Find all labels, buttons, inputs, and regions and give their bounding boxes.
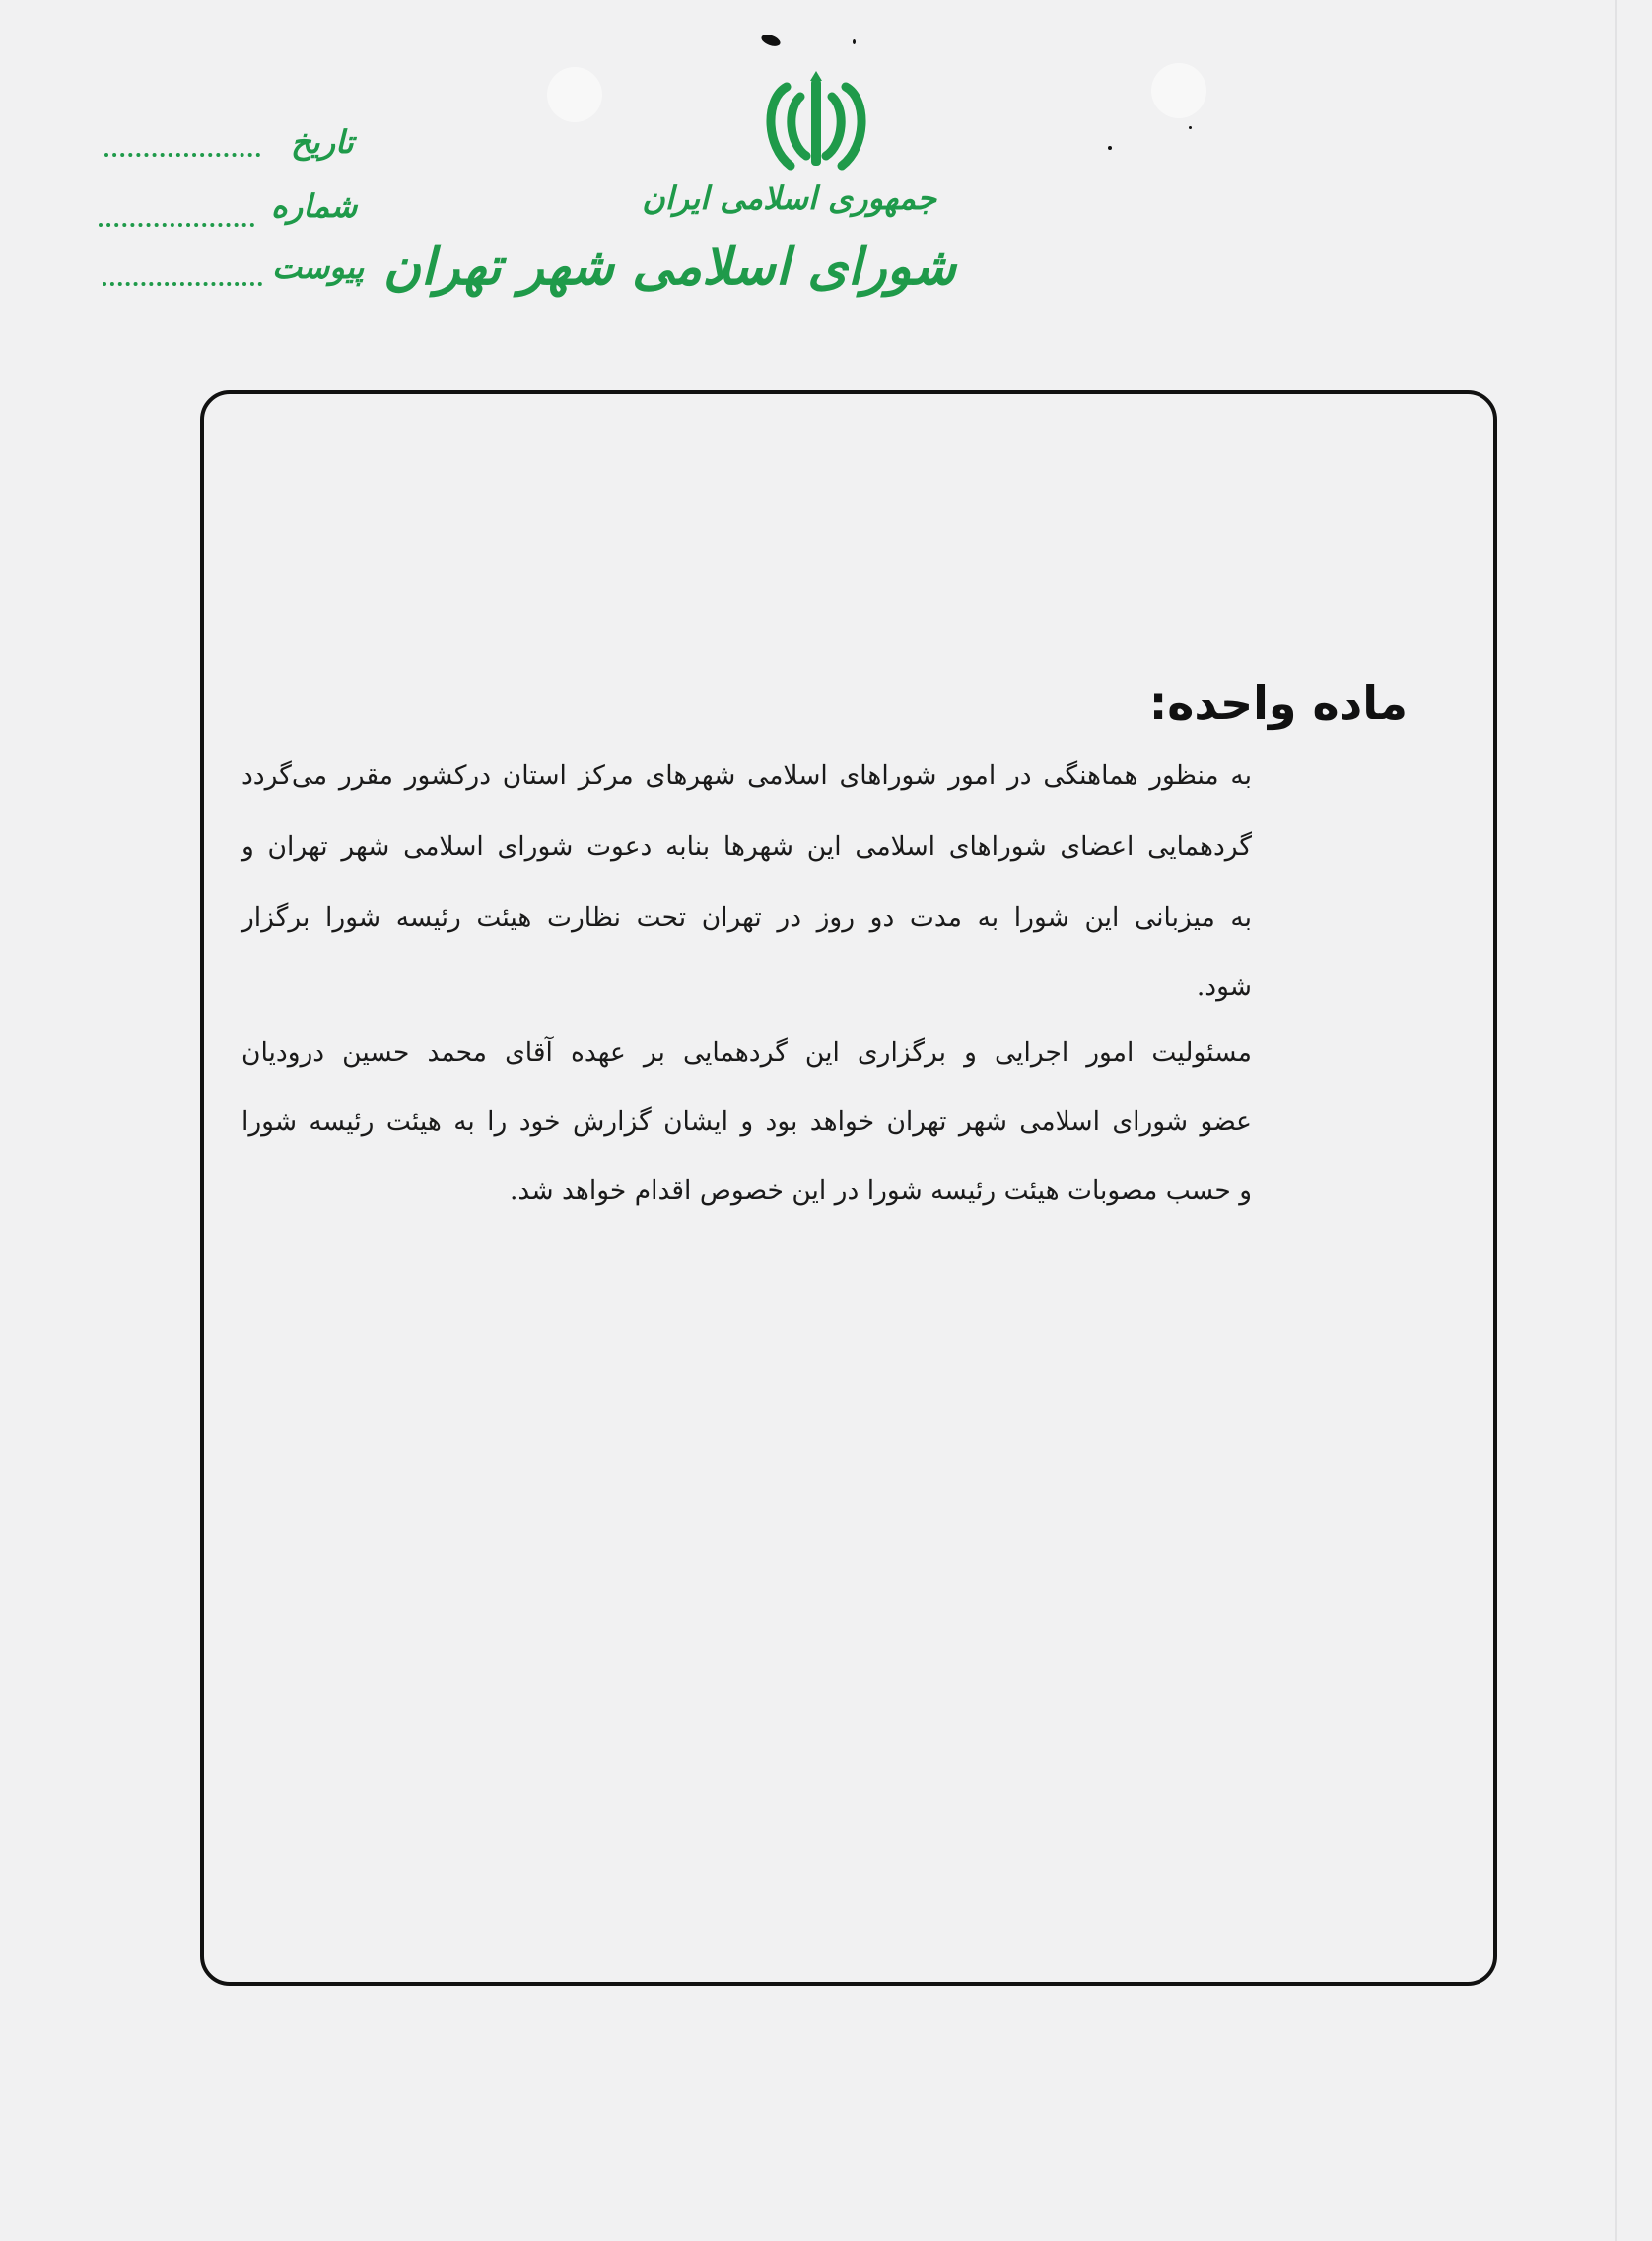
scan-speck — [853, 39, 856, 44]
paper-edge-line — [1615, 0, 1617, 2241]
iran-emblem-icon — [757, 69, 875, 177]
punch-hole — [1151, 63, 1206, 118]
article-line: شود. — [1196, 971, 1252, 1002]
punch-hole — [547, 67, 602, 122]
article-line: عضو شورای اسلامی شهر تهران خواهد بود و ایشان گزارش خود را به هیئت رئیسه شورا — [241, 1106, 1252, 1137]
date-label: تاریخ — [291, 123, 354, 161]
date-dotted-line — [104, 153, 260, 157]
article-heading: ماده واحده: — [1148, 676, 1408, 730]
scan-speck — [1189, 126, 1192, 129]
number-dotted-line — [99, 223, 254, 227]
article-line: به میزبانی این شورا به مدت دو روز در تهران تحت نظارت هیئت رئیسه شورا برگزار — [241, 902, 1252, 933]
article-line: مسئولیت امور اجرایی و برگزاری این گردهمایی بر عهده آقای محمد حسین درودیان — [241, 1037, 1252, 1068]
council-name: شورای اسلامی شهر تهران — [382, 237, 956, 297]
scan-speck — [760, 33, 782, 48]
scan-speck — [1108, 146, 1112, 150]
article-line: گردهمایی اعضای شوراهای اسلامی این شهرها بنابه دعوت شورای اسلامی شهر تهران و — [241, 831, 1252, 862]
attachment-dotted-line — [103, 282, 262, 286]
number-label: شماره — [271, 187, 358, 225]
article-line: به منظور هماهنگی در امور شوراهای اسلامی شهرهای مرکز استان درکشور مقرر می‌گردد — [241, 760, 1252, 791]
attachment-label: پیوست — [272, 248, 365, 286]
republic-name: جمهوری اسلامی ایران — [642, 179, 936, 217]
article-line: و حسب مصوبات هیئت رئیسه شورا در این خصوص اقدام خواهد شد. — [510, 1175, 1252, 1206]
